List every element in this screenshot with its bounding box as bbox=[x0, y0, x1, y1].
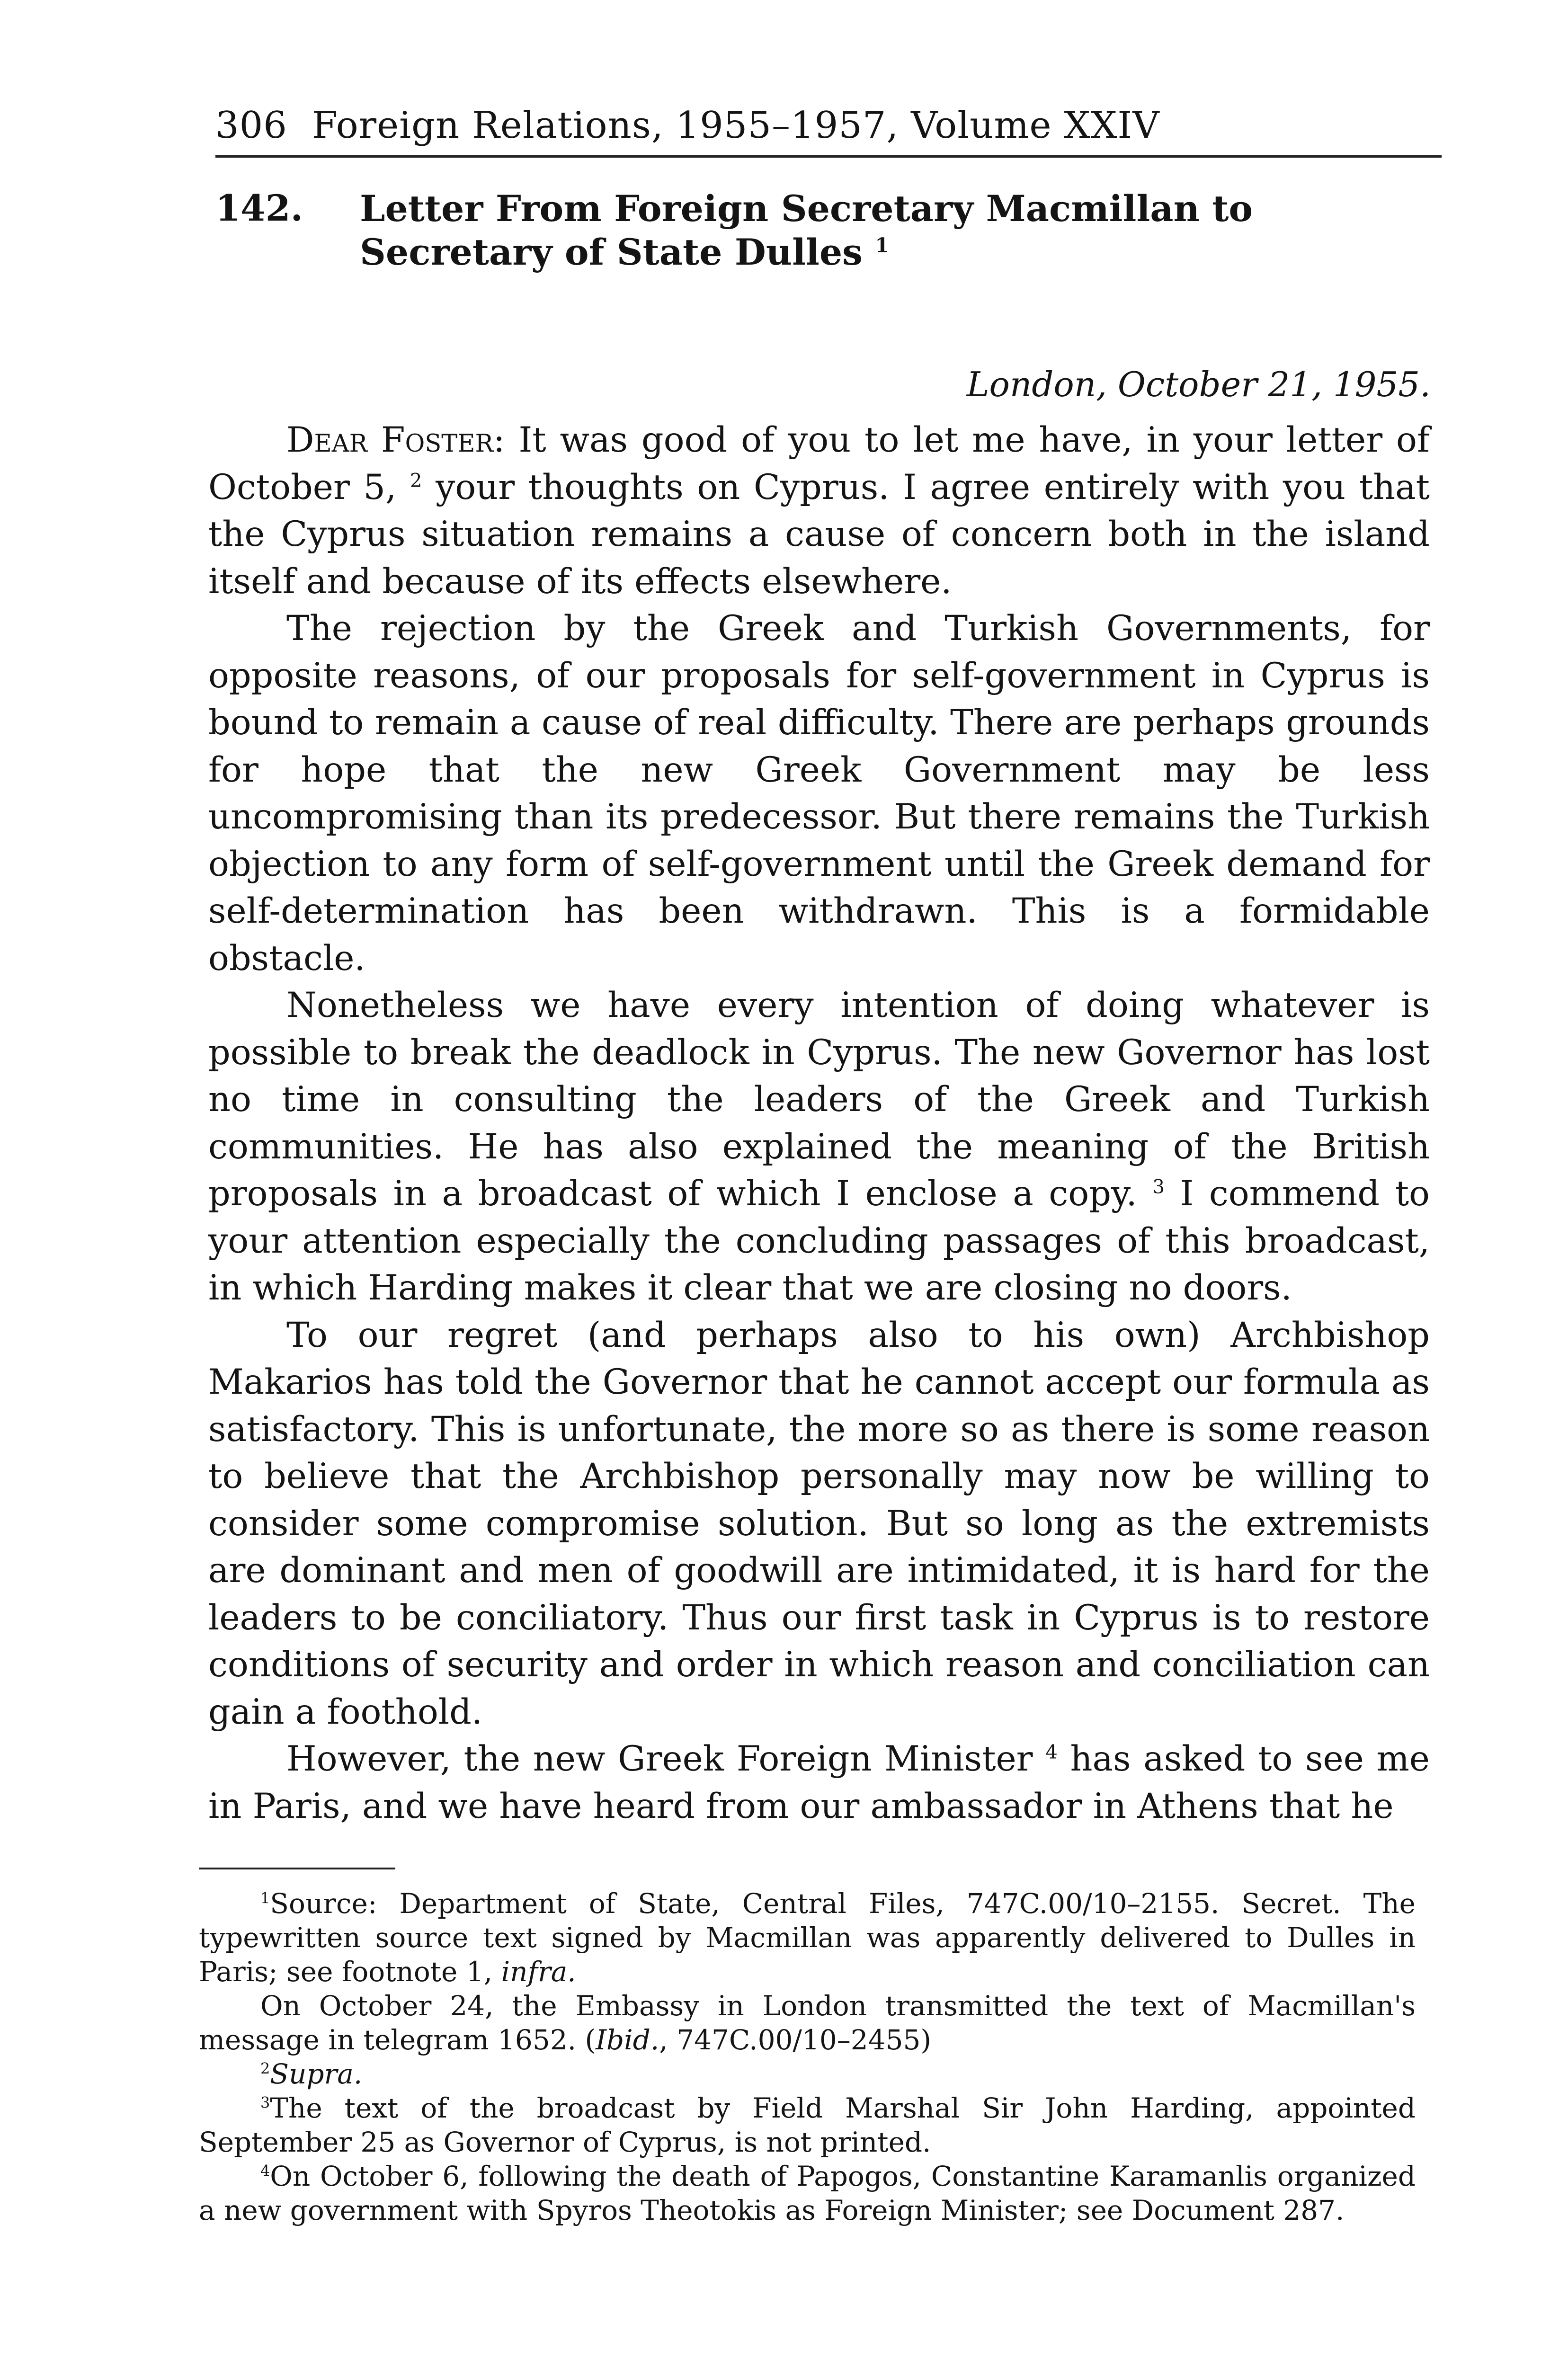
footnote-mark: 1 bbox=[260, 1889, 270, 1907]
paragraph-text: However, the new Greek Foreign Minister bbox=[286, 1739, 1033, 1779]
paragraph: To our regret (and perhaps also to his own) Archbishop Makarios has told the Governor that he cannot accept our formula as satisfactory. This is unfortunate, the more so as there is some reason to believe that the Archbishop personally may now be willing to consider some compromise solution. But so long as the extremists are dominant and men of goodwill are intimidated, it is hard for the leaders to be conciliatory. Thus our first task in Cyprus is to restore conditions of security and order in which reason and conciliation can gain a foothold. bbox=[208, 1315, 1430, 1732]
paragraph: The rejection by the Greek and Turkish Governments, for opposite reasons, of our proposals for self-government in Cyprus is bound to remain a cause of real difficulty. There are perhaps grounds for hope that the new Greek Government may be less uncompromising than its predecessor. But there remains the Turkish objection to any form of self-government until the Greek demand for self-determination has been withdrawn. This is a formidable obstacle. bbox=[208, 608, 1430, 979]
running-header bbox=[215, 104, 1442, 158]
footnote-mark: 2 bbox=[260, 2059, 270, 2078]
footnote-divider bbox=[199, 1868, 395, 1869]
document-title-text: Letter From Foreign Secretary Macmillan to Secretary of State Dulles bbox=[360, 187, 1253, 273]
footnote-italic: Ibid. bbox=[596, 2024, 659, 2056]
footnote-4 bbox=[199, 2159, 1416, 2227]
footnote-mark: 3 bbox=[260, 2093, 270, 2112]
footnote-text: The text of the broadcast by Field Marshal Sir John Harding, appointed September 25 as Governor of Cyprus, is not printed. bbox=[199, 2092, 1416, 2158]
page-number: 306 bbox=[215, 104, 287, 147]
paragraph-text: It was good of you to let me have, in your letter of October 5, bbox=[208, 420, 1430, 507]
paragraph-text: your thoughts on Cyprus. I agree entirely with you that the Cyprus situation remains a cause of concern both in the island itself and because of its effects elsewhere. bbox=[208, 467, 1430, 602]
paragraph bbox=[208, 982, 1430, 1312]
paragraph-text: I commend to your attention especially the concluding passages of this broadcast, in which Harding makes it clear that we are closing no doors. bbox=[208, 1174, 1430, 1308]
footnote-ref: 4 bbox=[1045, 1741, 1058, 1763]
footnote-text: On October 24, the Embassy in London transmitted the text of Macmillan's message in telegram 1652. ( bbox=[199, 1990, 1416, 2056]
paragraph bbox=[208, 1735, 1430, 1830]
letter-body bbox=[208, 417, 1430, 1830]
footnote-3 bbox=[199, 2091, 1416, 2159]
salutation: Dear Foster: bbox=[286, 420, 505, 460]
footnote-italic: infra. bbox=[501, 1956, 576, 1988]
footnote-text: Source: Department of State, Central Files, 747C.00/10–2155. Secret. The typewritten source text signed by Macmillan was apparently delivered to Dulles in Paris; see footnote 1, bbox=[199, 1887, 1416, 1988]
footnote-1-continued bbox=[199, 1989, 1416, 2057]
paragraph-text: has asked to see me in Paris, and we have heard from our ambassador in Athens that he bbox=[208, 1739, 1430, 1826]
footnotes bbox=[199, 1886, 1416, 2227]
footnote-ref: 2 bbox=[410, 470, 422, 492]
footnote-text: , 747C.00/10–2455) bbox=[659, 2024, 932, 2056]
footnote-text: On October 6, following the death of Papogos, Constantine Karamanlis organized a new government with Spyros Theotokis as Foreign Minister; see Document 287. bbox=[199, 2160, 1416, 2226]
paragraph bbox=[208, 417, 1430, 605]
running-title: Foreign Relations, 1955–1957, Volume XXIV bbox=[312, 104, 1160, 147]
footnote-italic: Supra. bbox=[270, 2058, 363, 2090]
footnote-1 bbox=[199, 1886, 1416, 1989]
document-number: 142. bbox=[215, 187, 303, 229]
document-title bbox=[360, 187, 1449, 274]
footnote-mark: 4 bbox=[260, 2162, 270, 2180]
footnote-2 bbox=[199, 2057, 1416, 2091]
footnote-ref: 3 bbox=[1152, 1176, 1165, 1198]
footnote-ref: 1 bbox=[875, 233, 889, 257]
paragraph-text: Nonetheless we have every intention of doing whatever is possible to break the deadlock in Cyprus. The new Governor has lost no time in consulting the leaders of the Greek and Turkish communities. He has also explained the meaning of the British proposals in a broadcast of which I enclose a copy. bbox=[208, 985, 1430, 1214]
dateline: London, October 21, 1955. bbox=[966, 365, 1431, 404]
